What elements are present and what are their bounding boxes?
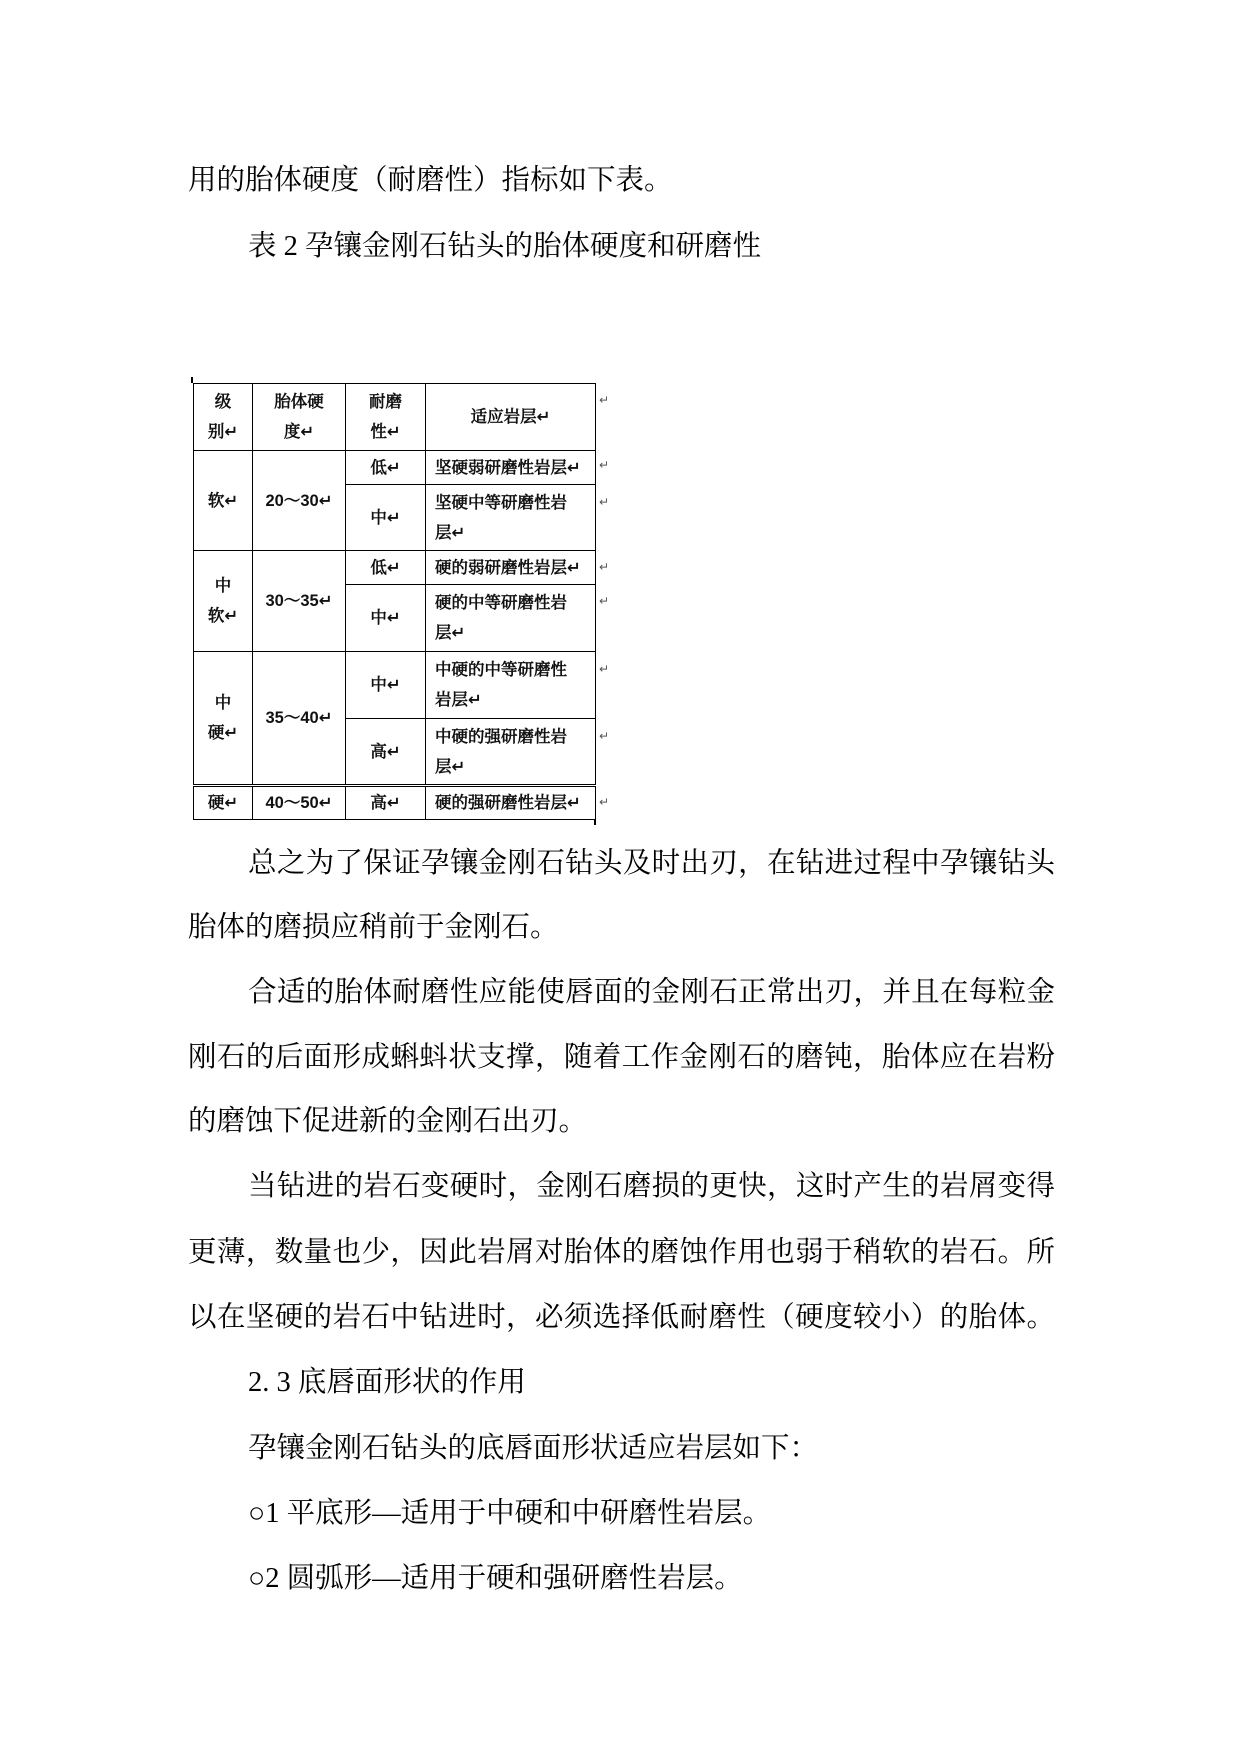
paragraph-line: 刚石的后面形成蝌蚪状支撑，随着工作金刚石的磨钝，胎体应在岩粉 (188, 1042, 1055, 1073)
row-end-mark: ↵ (599, 458, 610, 472)
paragraph-line: 合适的胎体耐磨性应能使唇面的金刚石正常出刃，并且在每粒金 (248, 977, 1055, 1008)
row-end-mark: ↵ (599, 662, 610, 676)
cell-text: 硬的弱研磨性岩层↵ (435, 558, 581, 577)
header-text: 耐磨 (369, 393, 402, 411)
table-caption: 表 2 孕镶金刚石钻头的胎体硬度和研磨性 (248, 231, 762, 262)
cell-text: 层↵ (435, 523, 466, 542)
row-end-mark: ↵ (599, 729, 610, 743)
hardness-cell (253, 786, 346, 820)
header-text: 别↵ (207, 423, 239, 441)
cell-text: 硬的中等研磨性岩 (435, 594, 567, 612)
cell-text: 中↵ (370, 609, 401, 627)
cell-text: 30～35↵ (265, 592, 333, 610)
row-end-mark: ↵ (599, 393, 610, 407)
cell-text: 中↵ (370, 508, 401, 527)
hardness-abrasiveness-table (193, 383, 596, 820)
header-text: 适应岩层↵ (470, 408, 551, 426)
paragraph-line: 以在坚硬的岩石中钻进时，必须选择低耐磨性（硬度较小）的胎体。 (188, 1302, 1055, 1333)
table-row (194, 551, 596, 585)
paragraph-line: 总之为了保证孕镶金刚石钻头及时出刃，在钻进过程中孕镶钻头 (248, 848, 1055, 879)
rock-cell (426, 786, 596, 820)
row-end-mark: ↵ (599, 594, 610, 608)
cell-text: 硬的强研磨性岩层↵ (435, 794, 581, 812)
rock-cell (426, 451, 596, 485)
cell-text: 中 (214, 694, 232, 712)
rock-cell (426, 585, 596, 652)
header-cell-rock (426, 384, 596, 451)
cell-text: 中硬的中等研磨性 (435, 661, 567, 679)
cell-text: 软↵ (207, 607, 239, 625)
cell-text: 低↵ (370, 558, 401, 577)
wear-cell (346, 451, 426, 485)
grade-cell (194, 652, 253, 786)
row-end-mark: ↵ (599, 495, 610, 509)
wear-cell (346, 551, 426, 585)
grade-cell (194, 451, 253, 551)
grade-cell (194, 551, 253, 652)
wear-cell (346, 652, 426, 719)
header-cell-wear (346, 384, 426, 451)
cell-text: 软↵ (207, 491, 239, 510)
cell-text: 中 (214, 577, 232, 595)
header-cell-grade (194, 384, 253, 451)
section-heading: 2. 3 底唇面形状的作用 (248, 1367, 526, 1398)
hardness-cell (253, 652, 346, 786)
cell-text: 岩层↵ (435, 691, 482, 709)
cell-text: 硬↵ (207, 724, 239, 742)
wear-cell (346, 719, 426, 786)
rock-cell (426, 719, 596, 786)
cell-text: 40～50↵ (265, 794, 333, 812)
wear-cell (346, 786, 426, 820)
wear-cell (346, 585, 426, 652)
header-cell-hardness (253, 384, 346, 451)
header-text: 胎体硬 (274, 393, 324, 411)
rock-cell (426, 485, 596, 551)
grade-cell (194, 786, 253, 820)
shape-list-item: ○2 圆弧形—适用于硬和强研磨性岩层。 (248, 1563, 743, 1594)
table-header-row (194, 384, 596, 451)
table-row (194, 786, 596, 820)
cell-text: 硬↵ (207, 794, 239, 812)
row-end-mark: ↵ (599, 795, 610, 809)
table-row (194, 652, 596, 719)
paragraph-line: 更薄，数量也少，因此岩屑对胎体的磨蚀作用也弱于稍软的岩石。所 (188, 1237, 1055, 1268)
row-end-mark: ↵ (599, 560, 610, 574)
cell-text: 35～40↵ (265, 709, 333, 727)
table-anchor-mark (594, 819, 596, 825)
cell-text: 坚硬中等研磨性岩 (435, 493, 567, 512)
rock-cell (426, 652, 596, 719)
header-text: 级 (214, 393, 232, 411)
header-text: 性↵ (370, 423, 401, 441)
wear-cell (346, 485, 426, 551)
cell-text: 层↵ (435, 624, 466, 642)
cell-text: 高↵ (370, 794, 401, 812)
cell-text: 高↵ (370, 742, 401, 761)
header-text: 度↵ (283, 423, 315, 441)
hardness-cell (253, 551, 346, 652)
paragraph-line: 当钻进的岩石变硬时，金刚石磨损的更快，这时产生的岩屑变得 (248, 1171, 1055, 1202)
cell-text: 中↵ (370, 676, 401, 694)
paragraph-line: 胎体的磨损应稍前于金刚石。 (188, 912, 559, 943)
cell-text: 低↵ (370, 458, 401, 477)
paragraph-line: 的磨蚀下促进新的金刚石出刃。 (188, 1106, 588, 1137)
rock-cell (426, 551, 596, 585)
shape-list-item: ○1 平底形—适用于中硬和中研磨性岩层。 (248, 1498, 772, 1529)
cell-text: 层↵ (435, 757, 466, 776)
hardness-cell (253, 451, 346, 551)
cell-text: 坚硬弱研磨性岩层↵ (435, 458, 581, 477)
intro-line: 用的胎体硬度（耐磨性）指标如下表。 (188, 165, 673, 196)
table-row (194, 451, 596, 485)
shape-intro-line: 孕镶金刚石钻头的底唇面形状适应岩层如下： (248, 1433, 819, 1464)
cell-text: 20～30↵ (265, 491, 333, 510)
cell-text: 中硬的强研磨性岩 (435, 727, 567, 746)
